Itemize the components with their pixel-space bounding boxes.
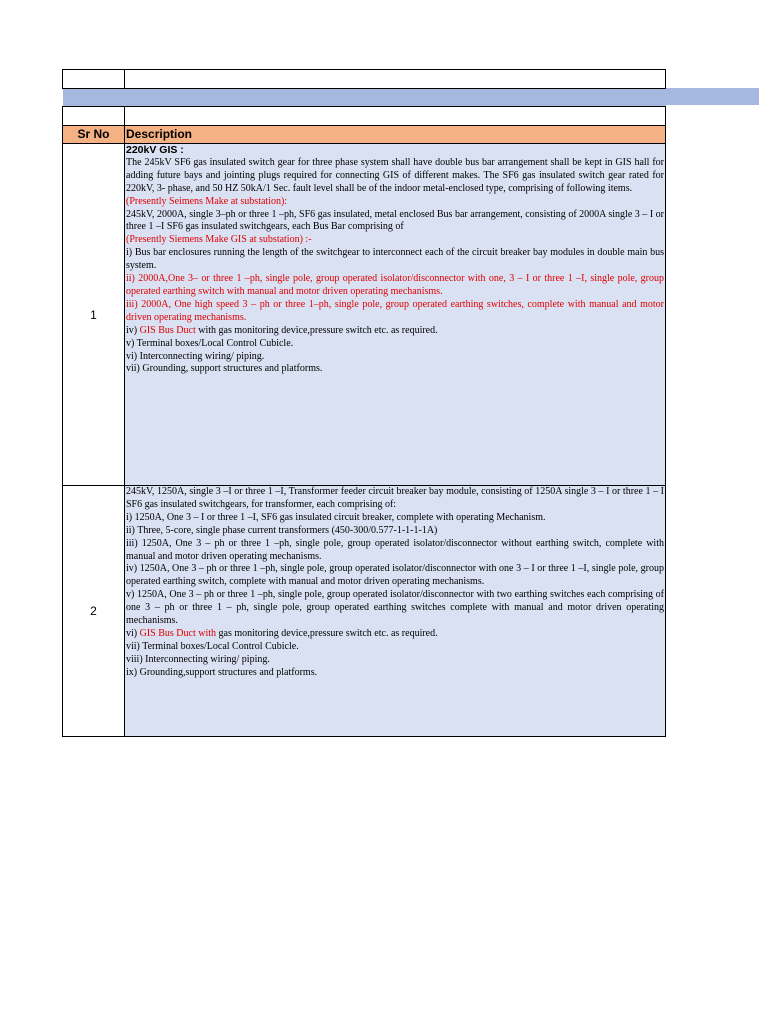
description-line: 245kV, 1250A, single 3 –I or three 1 –I, Transformer feeder circuit breaker bay module, consisting of 1250A single 3 – I or three 1 – I SF6 gas insulated switchgears, for transformer, each comprising of: [126,486,664,510]
description-line: v) Terminal boxes/Local Control Cubicle. [126,337,294,349]
band-cell[interactable] [125,89,666,107]
sr-no-cell[interactable]: 2 [63,486,125,737]
blank-cell[interactable] [125,107,666,126]
description-line: vi) Interconnecting wiring/ piping. [126,350,265,362]
line-suffix: with gas monitoring device,pressure switch etc. as required. [195,324,438,336]
line-suffix: gas monitoring device,pressure switch etc. as required. [216,627,438,639]
description-line: v) 1250A, One 3 – ph or three 1 –ph, single pole, group operated isolator/disconnector with two earthing switches each comprising of one 3 – ph or three 1 – ph, single pole, group operated earthing switches complete with manual and motor driven operating mechanisms. [126,589,664,627]
description-line [126,628,664,641]
line-prefix: vi) [126,627,140,639]
description-line: viii) Interconnecting wiring/ piping. [126,653,270,665]
description-line: ii) Three, 5-core, single phase current transformers (450-300/0.577-1-1-1-1A) [126,524,438,536]
description-line: iii) 1250A, One 3 – ph or three 1 –ph, single pole, group operated isolator/disconnector without earthing switch, complete with manual and motor driven operating mechanisms. [126,537,664,562]
band-row [63,89,666,107]
blank-row [63,70,666,89]
description-line: ii) 2000A,One 3– or three 1 –ph, single pole, group operated isolator/disconnector with one, 3 – I or three 1 –I, single pole, group operated earthing switch with manual and motor driven operating mechanisms. [126,273,664,297]
description-line: ix) Grounding,support structures and platforms. [126,666,318,678]
scope-table [62,69,666,737]
header-band-extension [663,88,759,105]
sr-no-cell[interactable]: 1 [63,144,125,486]
table-row [63,144,666,486]
description-cell[interactable] [125,144,666,486]
description-line: vii) Terminal boxes/Local Control Cubicle. [126,640,299,652]
description-line: iii) 2000A, One high speed 3 – ph or three 1–ph, single pole, group operated earthing switches, complete with manual and motor driven operating mechanisms. [126,298,664,323]
blank-cell[interactable] [125,70,666,89]
description-line: (Presently Siemens Make GIS at substation) :- [126,234,312,246]
spreadsheet [62,69,663,737]
description-line: The 245kV SF6 gas insulated switch gear for three phase system shall have double bus bar arrangement shall be kept in GIS hall for adding future bays and jointing plugs required for connecting GIS of different makes. The SF6 gas insulated switch gear rated for 220kV, 3- phase, and 50 HZ 50kA/1 Sec. fault level shall be of the indoor metal-enclosed type, comprising of following items. [126,156,664,194]
sr-no-header[interactable]: Sr No [63,126,125,144]
description-line: 245kV, 2000A, single 3–ph or three 1 –ph, SF6 gas insulated, metal enclosed Bus bar arrangement, consisting of 2000A single 3 – I or three 1 –I SF6 gas insulated switchgears, each Bus Bar comprising of [126,208,664,233]
item-title: 220kV GIS : [126,144,184,156]
highlight-text: GIS Bus Duct with [139,627,217,639]
header-row [63,126,666,144]
highlight-text: GIS Bus Duct [139,324,196,336]
description-line: vii) Grounding, support structures and platforms. [126,363,323,375]
description-line [126,325,664,338]
description-line: i) Bus bar enclosures running the length of the switchgear to interconnect each of the circuit breaker bay modules in double main bus system. [126,247,664,272]
table-row [63,486,666,737]
description-line: i) 1250A, One 3 – I or three 1 –I, SF6 gas insulated circuit breaker, complete with operating Mechanism. [126,511,546,523]
description-header[interactable]: Description [125,126,666,144]
blank-cell[interactable] [63,107,125,126]
description-line: iv) 1250A, One 3 – ph or three 1 –ph, single pole, group operated isolator/disconnector with one 3 – I or three 1 –I, single pole, group operated earthing switch, complete with manual and motor driven operating mechanisms. [126,563,664,588]
description-line: (Presently Seimens Make at substation): [126,195,288,207]
band-cell[interactable] [63,89,125,107]
blank-row [63,107,666,126]
line-prefix: iv) [126,324,140,336]
blank-cell[interactable] [63,70,125,89]
description-cell[interactable] [125,486,666,737]
